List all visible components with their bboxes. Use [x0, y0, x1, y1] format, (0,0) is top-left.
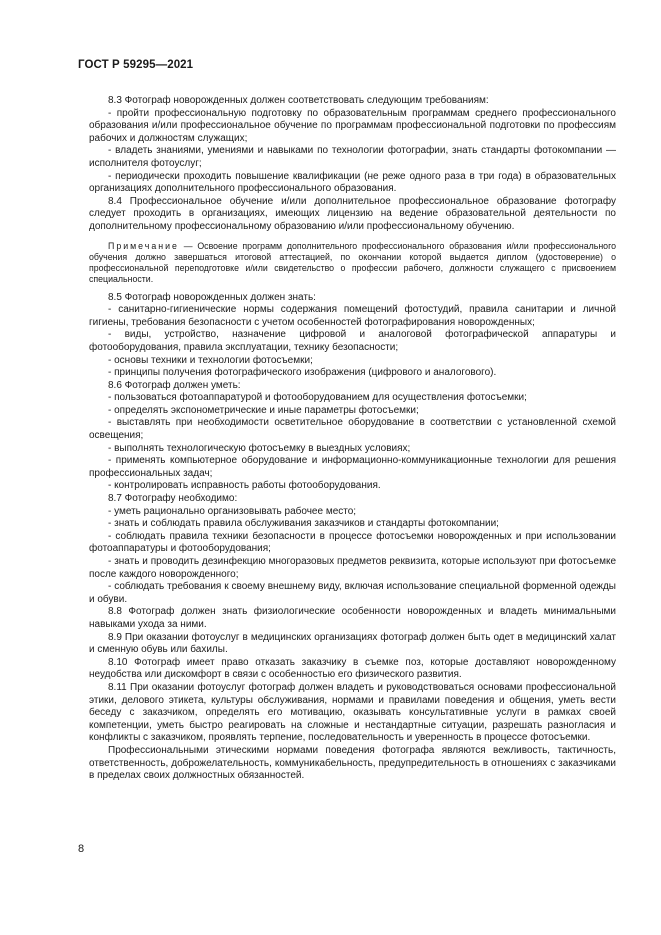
note-label: Примечание — [108, 240, 179, 251]
paragraph: 8.7 Фотографу необходимо: — [108, 493, 238, 505]
paragraph: - выполнять технологическую фотосъемку в выездных условиях; — [108, 442, 411, 454]
paragraph: 8.5 Фотограф новорожденных должен знать: — [108, 291, 316, 303]
paragraph: 8.3 Фотограф новорожденных должен соответствовать следующим требованиям: — [108, 95, 489, 106]
paragraph: - соблюдать требования к своему внешнему виду, включая использование специальной форменной одежды и обуви. — [89, 581, 616, 605]
paragraph: - пройти профессиональную подготовку по образовательным программам среднего профессионального образования и/или профессиональное обучение по программам профессиональной подготовки по профессиям рабочих и должностям служащих; — [89, 107, 616, 144]
paragraph: 8.10 Фотограф имеет право отказать заказчику в съемке поз, которые доставляют новорожденному неудобства или дискомфорт в связи с особенностью его физического развития. — [89, 656, 616, 681]
paragraph: - пользоваться фотоаппаратурой и фотооборудованием для осуществления фотосъемки; — [108, 392, 527, 404]
note-text: — Освоение программ дополнительного профессионального образования и/или профессионального обучения должно завершаться итоговой аттестацией, по окончании которой выдается диплом (удостоверение) о профессиональной переподготовке и/или свидетельство о профессии рабочего, должности служащего с присвоением специальности. — [89, 240, 616, 284]
paragraph: - периодически проходить повышение квалификации (не реже одного раза в три года) в образовательных организациях дополнительного профессионального образования. — [89, 170, 616, 195]
note-paragraph — [89, 241, 616, 285]
document-body — [89, 95, 616, 783]
paragraph: 8.8 Фотограф должен знать физиологические особенности новорожденных и владеть минимальными навыками ухода за ними. — [89, 606, 616, 630]
paragraph: - соблюдать правила техники безопасности в процессе фотосъемки новорожденных и при использовании фотоаппаратуры и фотооборудования; — [89, 530, 616, 555]
paragraph: - принципы получения фотографического изображения (цифрового и аналогового). — [108, 367, 497, 379]
paragraph: - определять экспонометрические и иные параметры фотосъемки; — [108, 404, 419, 416]
document-header: ГОСТ Р 59295—2021 — [78, 59, 194, 71]
paragraph: - применять компьютерное оборудование и информационно-коммуникационные технологии для решения профессиональных задач; — [89, 455, 616, 479]
paragraph: 8.9 При оказании фотоуслуг в медицинских организациях фотограф должен быть одет в медицинский халат и сменную обувь или бахилы. — [89, 631, 616, 656]
paragraph: - знать и соблюдать правила обслуживания заказчиков и стандарты фотокомпании; — [108, 518, 499, 530]
paragraph: Профессиональными этическими нормами поведения фотографа являются вежливость, тактичность, ответственность, доброжелательность, коммуникабельность, предупредительность в отношениях с заказчиками в пределах своих должностных обязанностей. — [89, 744, 616, 782]
paragraph: - контролировать исправность работы фотооборудования. — [108, 480, 381, 492]
paragraph: - уметь рационально организовывать рабочее место; — [108, 505, 357, 517]
paragraph: - выставлять при необходимости осветительное оборудование в соответствии с установленной схемой освещения; — [89, 417, 616, 442]
paragraph: - санитарно-гигиенические нормы содержания помещений фотостудий, правила санитарии и личной гигиены, требования безопасности с учетом особенностей фотографирования новорожденных; — [89, 304, 616, 328]
paragraph: 8.6 Фотограф должен уметь: — [108, 379, 241, 391]
paragraph: - знать и проводить дезинфекцию многоразовых предметов реквизита, которые используют при фотосъемке после каждого новорожденного; — [89, 556, 616, 580]
paragraph: - виды, устройство, назначение цифровой и аналоговой фотографической аппаратуры и фотооборудования, правила эксплуатации, технику безопасности; — [89, 329, 616, 353]
paragraph: - владеть знаниями, умениями и навыками по технологии фотографии, знать стандарты фотокомпании — исполнителя фотоуслуг; — [89, 145, 616, 169]
paragraph: 8.11 При оказании фотоуслуг фотограф должен владеть и руководствоваться основами профессиональной этики, делового этикета, культуры обслуживания, нормами и правилами поведения и общения, уметь вести беседу с заказчиком, определять его мотивацию, оказывать консультативные услуги в рамках своей компетенции, уметь быстро реагировать на сложные и нестандартные ситуации, разрешать разногласия и конфликты с заказчиком, проявлять терпение, последовательность и уверенность в процессе фотосъемки. — [89, 681, 616, 744]
page-number: 8 — [78, 843, 85, 855]
paragraph: - основы техники и технологии фотосъемки; — [108, 354, 313, 366]
paragraph: 8.4 Профессиональное обучение и/или дополнительное профессиональное образование фотографу следует проходить в организациях, имеющих лицензию на ведение образовательной деятельности по дополнительному профессиональному образованию и/или профессиональному обучению. — [89, 195, 616, 232]
